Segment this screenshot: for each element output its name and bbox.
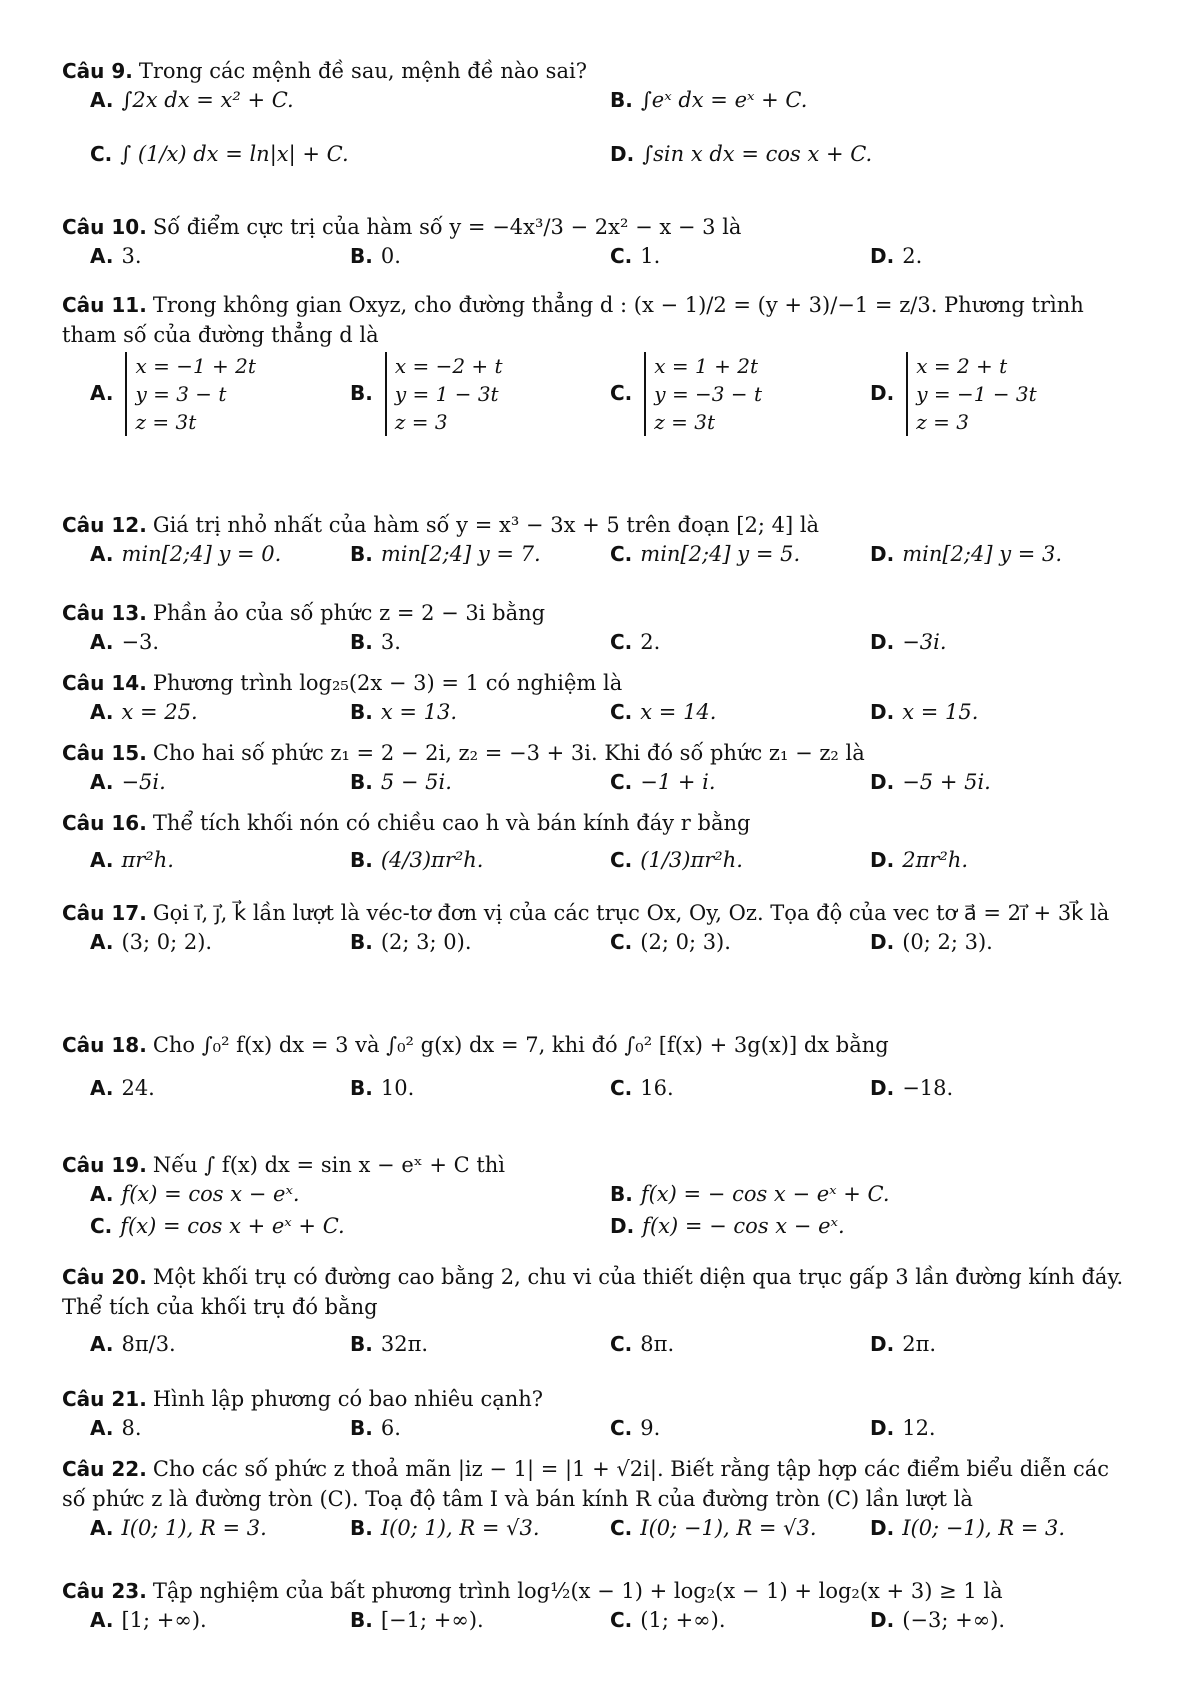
option-b[interactable]: B. (4/3)πr²h. xyxy=(350,848,484,872)
option-b[interactable]: B. I(0; 1), R = √3. xyxy=(350,1516,540,1540)
option-a[interactable]: A. πr²h. xyxy=(90,848,174,872)
question-21 xyxy=(62,1384,1132,1450)
question-number: Câu 17. xyxy=(62,901,147,925)
option-a[interactable]: A. ∫2x dx = x² + C. xyxy=(90,88,294,112)
question-15 xyxy=(62,738,1132,804)
question-number: Câu 22. xyxy=(62,1457,147,1481)
option-c[interactable]: C. 9. xyxy=(610,1416,661,1440)
option-a[interactable]: A. 24. xyxy=(90,1076,155,1100)
question-stem: Gọi i⃗, j⃗, k⃗ lần lượt là véc-tơ đơn vị của các trục Ox, Oy, Oz. Tọa độ của vec tơ a⃗ = 2i⃗ + 3k⃗ là xyxy=(152,901,1110,925)
option-c[interactable]: C.x = 1 + 2t y = −3 − t z = 3t xyxy=(610,354,763,434)
question-10 xyxy=(62,212,1132,278)
option-c[interactable]: C. ∫ (1/x) dx = ln|x| + C. xyxy=(90,142,349,166)
question-18 xyxy=(62,1030,1132,1110)
question-number: Câu 20. xyxy=(62,1265,147,1289)
question-stem: Số điểm cực trị của hàm số y = −4x³/3 − 2x² − x − 3 là xyxy=(152,215,742,239)
option-d[interactable]: D. 2π. xyxy=(870,1332,937,1356)
option-c[interactable]: C. (1/3)πr²h. xyxy=(610,848,743,872)
option-c[interactable]: C. 8π. xyxy=(610,1332,675,1356)
option-d[interactable]: D. x = 15. xyxy=(870,700,979,724)
question-9 xyxy=(62,56,1132,176)
option-d[interactable]: D. −3i. xyxy=(870,630,947,654)
question-number: Câu 15. xyxy=(62,741,147,765)
question-number: Câu 21. xyxy=(62,1387,147,1411)
question-stem: Cho hai số phức z₁ = 2 − 2i, z₂ = −3 + 3i. Khi đó số phức z₁ − z₂ là xyxy=(152,741,865,765)
option-a[interactable]: A. (3; 0; 2). xyxy=(90,930,213,954)
question-stem: Thể tích khối nón có chiều cao h và bán kính đáy r bằng xyxy=(152,811,751,835)
option-d[interactable]: D.x = 2 + t y = −1 − 3t z = 3 xyxy=(870,354,1037,434)
option-a[interactable]: A. [1; +∞). xyxy=(90,1608,207,1632)
question-number: Câu 11. xyxy=(62,293,147,317)
option-c[interactable]: C. f(x) = cos x + eˣ + C. xyxy=(90,1214,345,1238)
option-a[interactable]: A. 3. xyxy=(90,244,142,268)
question-number: Câu 14. xyxy=(62,671,147,695)
question-number: Câu 13. xyxy=(62,601,147,625)
option-b[interactable]: B. min[2;4] y = 7. xyxy=(350,542,541,566)
question-stem: Tập nghiệm của bất phương trình log½(x − 1) + log₂(x − 1) + log₂(x + 3) ≥ 1 là xyxy=(152,1579,1003,1603)
question-16 xyxy=(62,808,1132,882)
question-stem: Hình lập phương có bao nhiêu cạnh? xyxy=(152,1387,544,1411)
option-d[interactable]: D. (0; 2; 3). xyxy=(870,930,993,954)
option-d[interactable]: D. I(0; −1), R = 3. xyxy=(870,1516,1066,1540)
option-d[interactable]: D. 2. xyxy=(870,244,923,268)
option-b[interactable]: B. (2; 3; 0). xyxy=(350,930,472,954)
option-b[interactable]: B. [−1; +∞). xyxy=(350,1608,484,1632)
question-stem: Trong không gian Oxyz, cho đường thẳng d : (x − 1)/2 = (y + 3)/−1 = z/3. Phương trình tham số của đường thẳng d là xyxy=(62,293,1084,347)
question-11 xyxy=(62,290,1132,448)
question-number: Câu 18. xyxy=(62,1033,147,1057)
question-number: Câu 16. xyxy=(62,811,147,835)
question-stem: Cho các số phức z thoả mãn |iz − 1| = |1 + √2i|. Biết rằng tập hợp các điểm biểu diễn các số phức z là đường tròn (C). Toạ độ tâm I và bán kính R của đường tròn (C) lần lượt là xyxy=(62,1457,1110,1511)
question-stem: Trong các mệnh đề sau, mệnh đề nào sai? xyxy=(138,59,587,83)
question-23 xyxy=(62,1576,1132,1642)
question-12 xyxy=(62,510,1132,576)
option-b[interactable]: B. x = 13. xyxy=(350,700,458,724)
option-a[interactable]: A. −3. xyxy=(90,630,160,654)
option-a[interactable]: A. 8π/3. xyxy=(90,1332,176,1356)
question-19 xyxy=(62,1150,1132,1244)
option-a[interactable]: A.x = −1 + 2t y = 3 − t z = 3t xyxy=(90,354,256,434)
option-c[interactable]: C. −1 + i. xyxy=(610,770,716,794)
option-b[interactable]: B. 0. xyxy=(350,244,401,268)
option-c[interactable]: C. min[2;4] y = 5. xyxy=(610,542,801,566)
question-22 xyxy=(62,1454,1132,1550)
option-d[interactable]: D. f(x) = − cos x − eˣ. xyxy=(610,1214,845,1238)
question-stem: Phương trình log₂₅(2x − 3) = 1 có nghiệm là xyxy=(152,671,623,695)
option-b[interactable]: B. 32π. xyxy=(350,1332,429,1356)
question-stem: Giá trị nhỏ nhất của hàm số y = x³ − 3x + 5 trên đoạn [2; 4] là xyxy=(152,513,820,537)
option-d[interactable]: D. (−3; +∞). xyxy=(870,1608,1006,1632)
option-a[interactable]: A. min[2;4] y = 0. xyxy=(90,542,282,566)
option-b[interactable]: B. ∫eˣ dx = eˣ + C. xyxy=(610,88,808,112)
question-number: Câu 10. xyxy=(62,215,147,239)
option-c[interactable]: C. 16. xyxy=(610,1076,674,1100)
question-13 xyxy=(62,598,1132,664)
question-number: Câu 9. xyxy=(62,59,133,83)
question-stem: Phần ảo của số phức z = 2 − 3i bằng xyxy=(152,601,546,625)
question-20 xyxy=(62,1262,1132,1366)
question-stem: Một khối trụ có đường cao bằng 2, chu vi của thiết diện qua trục gấp 3 lần đường kính đáy. Thể tích của khối trụ đó bằng xyxy=(62,1265,1124,1319)
option-c[interactable]: C. (1; +∞). xyxy=(610,1608,726,1632)
option-a[interactable]: A. f(x) = cos x − eˣ. xyxy=(90,1182,300,1206)
option-c[interactable]: C. x = 14. xyxy=(610,700,717,724)
question-number: Câu 19. xyxy=(62,1153,147,1177)
option-b[interactable]: B.x = −2 + t y = 1 − 3t z = 3 xyxy=(350,354,503,434)
option-c[interactable]: C. 1. xyxy=(610,244,661,268)
question-17 xyxy=(62,898,1132,964)
option-d[interactable]: D. 2πr²h. xyxy=(870,848,969,872)
option-b[interactable]: B. f(x) = − cos x − eˣ + C. xyxy=(610,1182,890,1206)
option-b[interactable]: B. 10. xyxy=(350,1076,415,1100)
option-a[interactable]: A. I(0; 1), R = 3. xyxy=(90,1516,267,1540)
question-stem: Nếu ∫ f(x) dx = sin x − eˣ + C thì xyxy=(152,1153,506,1177)
question-stem: Cho ∫₀² f(x) dx = 3 và ∫₀² g(x) dx = 7, khi đó ∫₀² [f(x) + 3g(x)] dx bằng xyxy=(152,1033,889,1057)
question-number: Câu 23. xyxy=(62,1579,147,1603)
option-c[interactable]: C. 2. xyxy=(610,630,661,654)
question-number: Câu 12. xyxy=(62,513,147,537)
question-14 xyxy=(62,668,1132,734)
option-d[interactable]: D. −18. xyxy=(870,1076,954,1100)
option-a[interactable]: A. −5i. xyxy=(90,770,166,794)
option-b[interactable]: B. 3. xyxy=(350,630,401,654)
option-d[interactable]: D. min[2;4] y = 3. xyxy=(870,542,1063,566)
option-d[interactable]: D. 12. xyxy=(870,1416,936,1440)
option-d[interactable]: D. −5 + 5i. xyxy=(870,770,991,794)
option-b[interactable]: B. 5 − 5i. xyxy=(350,770,452,794)
option-c[interactable]: C. (2; 0; 3). xyxy=(610,930,731,954)
option-a[interactable]: A. 8. xyxy=(90,1416,142,1440)
option-b[interactable]: B. 6. xyxy=(350,1416,401,1440)
option-d[interactable]: D. ∫sin x dx = cos x + C. xyxy=(610,142,873,166)
option-a[interactable]: A. x = 25. xyxy=(90,700,198,724)
option-c[interactable]: C. I(0; −1), R = √3. xyxy=(610,1516,817,1540)
